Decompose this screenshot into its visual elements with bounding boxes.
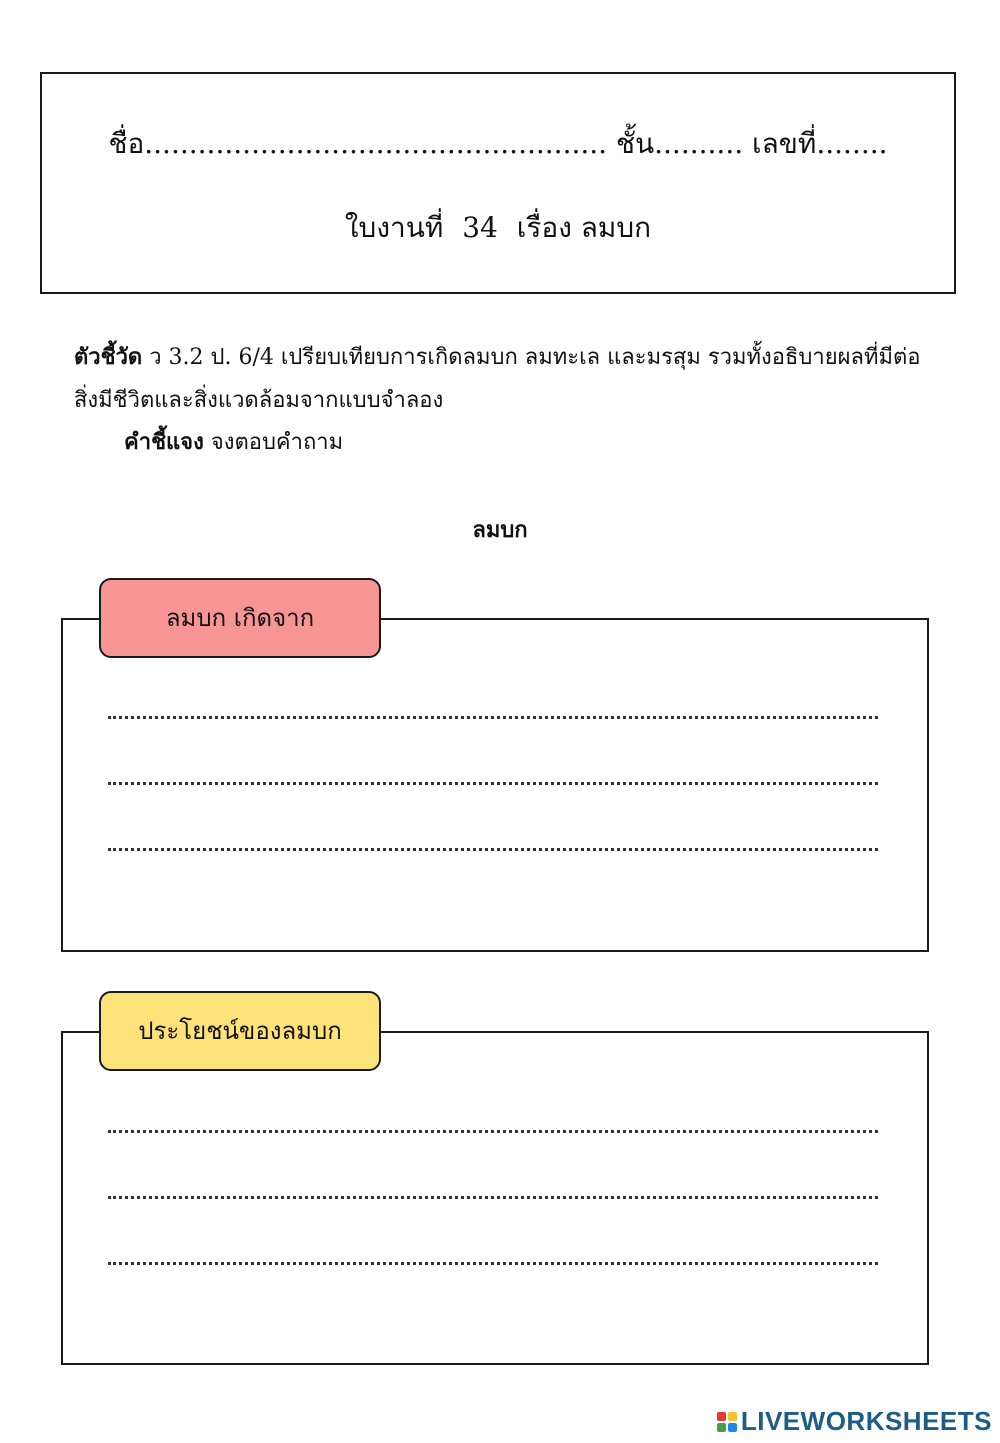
sheet-number: 34 — [462, 211, 498, 244]
sheet-label: ใบงานที่ — [344, 211, 444, 244]
box-title-benefit: ประโยชน์ของลมบก — [99, 991, 381, 1071]
answer-line-benefit-1[interactable] — [108, 1130, 878, 1133]
indicator-paragraph — [74, 336, 924, 422]
indicator-label: ตัวชี้วัด — [74, 344, 143, 370]
logo-text: LIVEWORKSHEETS — [740, 1406, 992, 1436]
topic-label: เรื่อง ลมบก — [516, 211, 652, 244]
student-info-line: ชื่อ.................................................... ชั้น.......... เลขที่........ — [108, 127, 888, 160]
liveworksheets-logo[interactable] — [717, 1406, 992, 1437]
logo-block-red — [717, 1412, 726, 1421]
header-box — [40, 72, 956, 294]
answer-line-cause-1[interactable] — [108, 716, 878, 719]
instruction-text: จงตอบคำถาม — [203, 430, 344, 455]
answer-line-benefit-3[interactable] — [108, 1262, 878, 1265]
logo-block-blue — [728, 1423, 737, 1432]
worksheet-title — [42, 206, 954, 250]
section-heading: ลมบก — [472, 517, 528, 543]
instruction-paragraph — [124, 424, 343, 461]
answer-line-cause-3[interactable] — [108, 848, 878, 851]
answer-line-benefit-2[interactable] — [108, 1196, 878, 1199]
box-title-cause: ลมบก เกิดจาก — [99, 578, 381, 658]
logo-block-green — [717, 1423, 726, 1432]
instruction-label: คำชี้แจง — [124, 429, 204, 455]
answer-line-cause-2[interactable] — [108, 782, 878, 785]
answer-box-cause — [61, 618, 929, 952]
logo-blocks-icon — [717, 1412, 737, 1432]
indicator-text: ว 3.2 ป. 6/4 เปรียบเทียบการเกิดลมบก ลมทะเล และมรสุม รวมทั้งอธิบายผลที่มีต่อสิ่งมีชีวิตและสิ่งแวดล้อมจากแบบจำลอง — [74, 345, 921, 413]
logo-block-yellow — [728, 1412, 737, 1421]
